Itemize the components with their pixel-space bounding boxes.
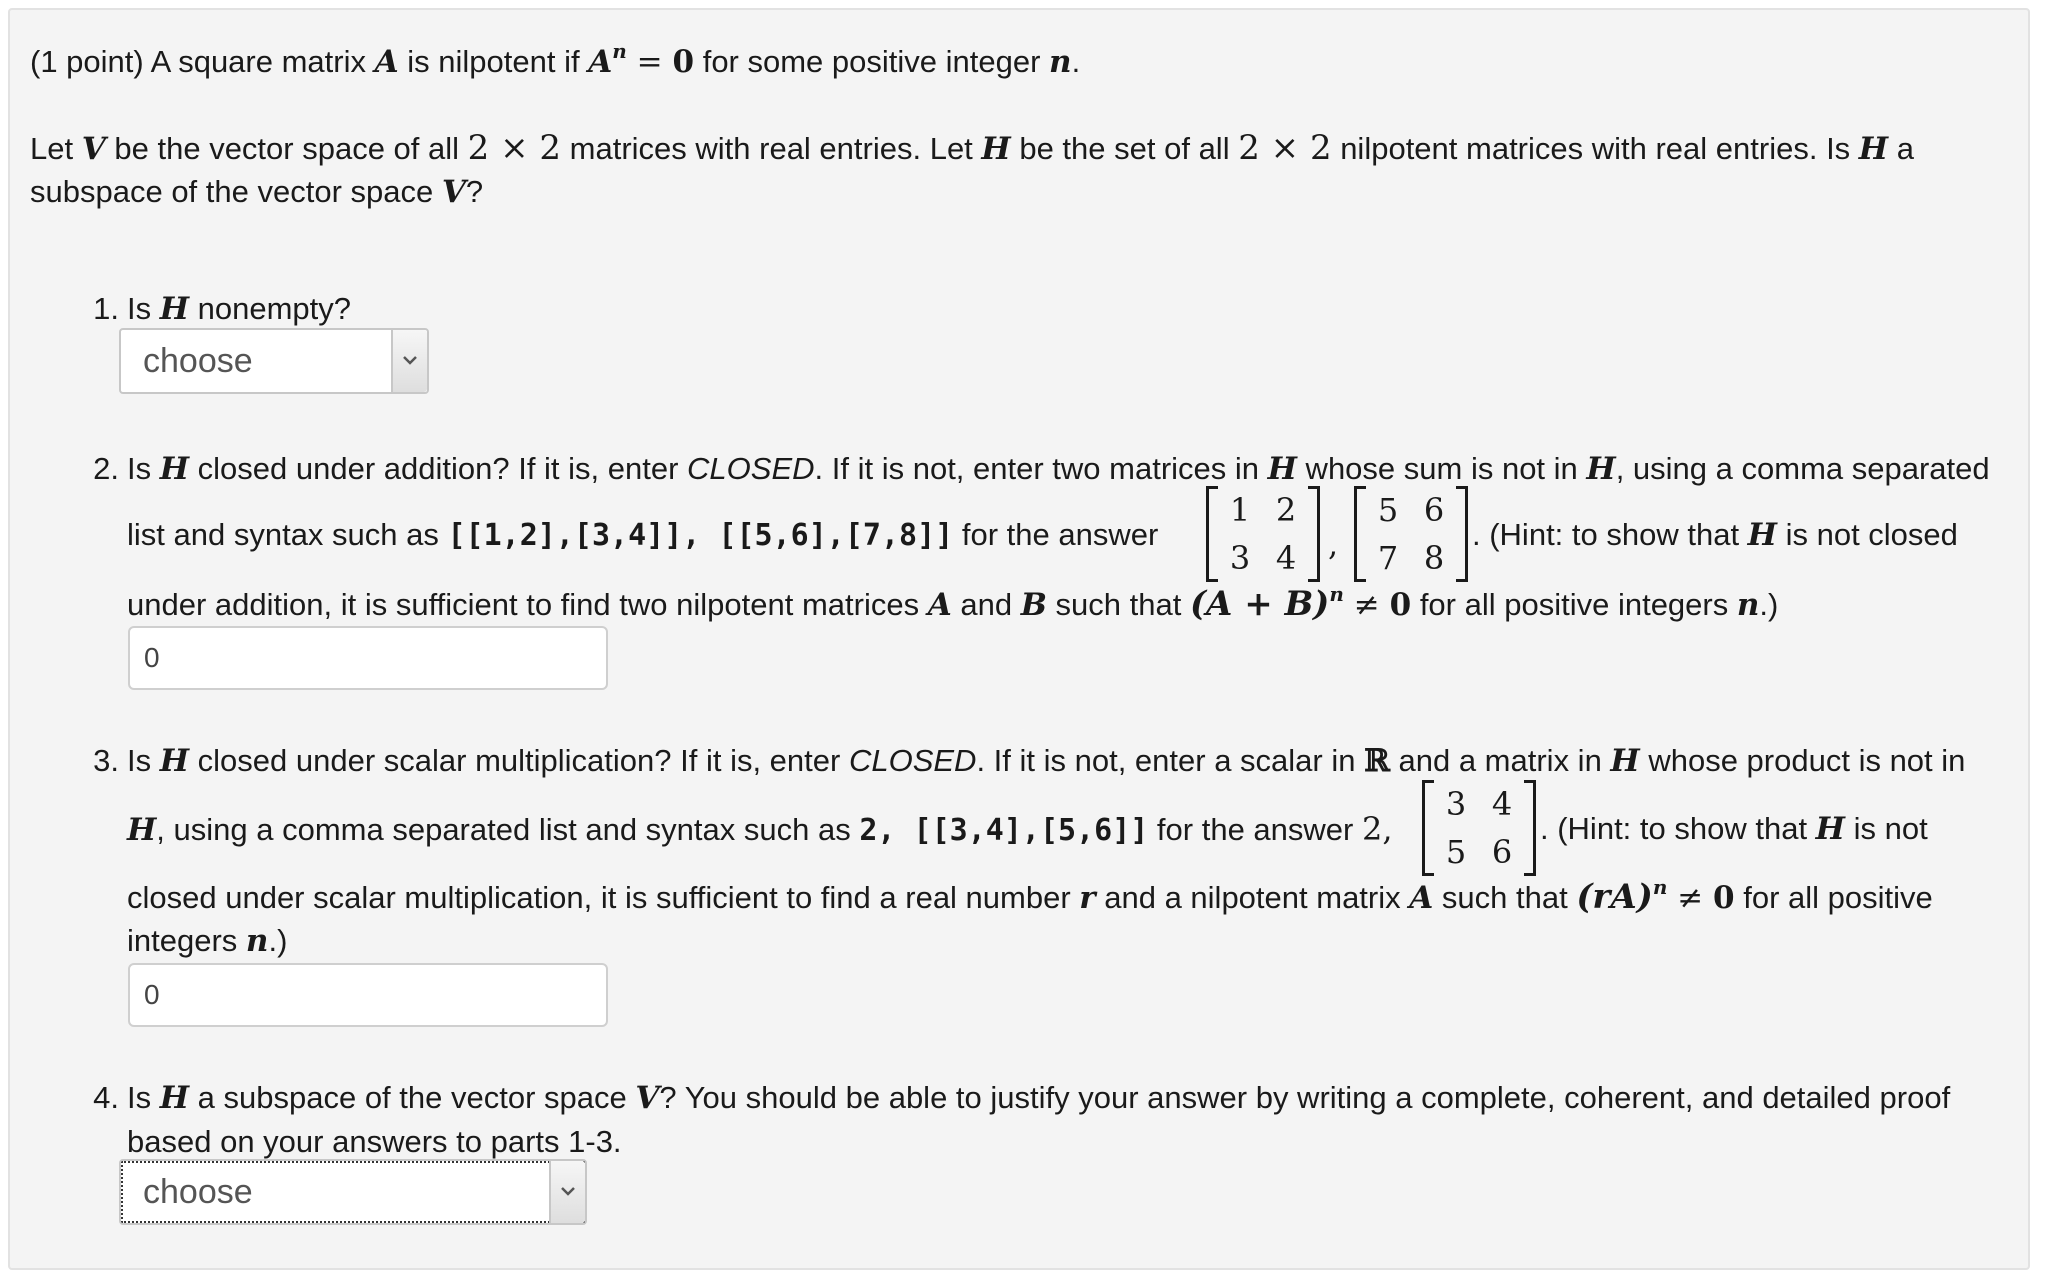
problem-panel: [8, 8, 2030, 1270]
question-4-line2: [127, 1120, 622, 1164]
math-expression: (rA): [1576, 877, 1653, 917]
example-matrix-1: [1206, 486, 1316, 586]
left-bracket: [1206, 486, 1218, 582]
matrix-cell: 1: [1229, 491, 1251, 529]
math-not-equal: ≠: [1343, 587, 1390, 623]
math-H: H: [1586, 451, 1616, 487]
q3-answer-input[interactable]: [128, 963, 608, 1027]
math-A: A: [374, 44, 399, 80]
question-text: such that: [1433, 880, 1577, 915]
question-text: for all positive integers: [1411, 587, 1737, 622]
question-text: under addition, it is sufficient to find two nilpotent matrices: [127, 587, 928, 622]
math-H: H: [1747, 517, 1777, 553]
question-text: closed under scalar multiplication? If it is, enter: [189, 743, 849, 778]
math-expression: (A + B): [1189, 584, 1330, 624]
matrix-cell: 2: [1275, 491, 1297, 529]
math-zero: 0: [1713, 880, 1735, 916]
math-dim: 2 × 2: [467, 128, 562, 168]
matrix-cell: 3: [1229, 539, 1251, 577]
math-exponent: n: [612, 39, 627, 63]
question-4-line1: [127, 1076, 1950, 1120]
matrix-separator: ,: [1328, 525, 1339, 563]
question-text: .): [268, 923, 288, 958]
math-V: V: [81, 131, 106, 167]
context-text: Let: [30, 131, 82, 166]
matrix-cell: 6: [1423, 491, 1445, 529]
right-bracket: [1524, 780, 1536, 876]
left-bracket: [1354, 486, 1366, 582]
question-text: is not: [1844, 811, 1928, 846]
question-2-line3: [127, 582, 1778, 627]
math-not-equal: ≠: [1667, 880, 1714, 916]
context-text: a: [1888, 131, 1914, 166]
matrix-cell: 6: [1491, 833, 1513, 871]
matrix-cell: 5: [1377, 491, 1399, 529]
math-scalar: 2,: [1361, 810, 1393, 848]
question-2-line2b: [1472, 513, 1958, 557]
question-text: such that: [1046, 587, 1190, 622]
question-text: . (Hint: to show that: [1472, 517, 1748, 552]
matrix-cell: 8: [1423, 539, 1445, 577]
math-H: H: [1815, 811, 1845, 847]
closed-keyword: CLOSED: [687, 451, 815, 486]
math-H: H: [159, 743, 190, 779]
question-text: is not closed: [1776, 517, 1958, 552]
question-text: . (Hint: to show that: [1540, 811, 1816, 846]
question-number: 1.: [93, 291, 119, 326]
question-text: for the answer: [1148, 812, 1362, 847]
select-value: choose: [143, 1173, 253, 1211]
left-bracket: [1422, 780, 1434, 876]
matrix-cell: 4: [1275, 539, 1297, 577]
select-value: choose: [143, 342, 253, 380]
math-H: H: [159, 291, 190, 327]
question-3-line3: [127, 875, 1933, 920]
question-text: , using a comma separated list and syntax such as: [156, 812, 860, 847]
math-H: H: [1267, 451, 1297, 487]
example-matrix-3: [1422, 780, 1532, 880]
matrix-cell: 3: [1445, 785, 1467, 823]
matrix-cell: 5: [1445, 833, 1467, 871]
context-text: matrices with real entries. Let: [561, 131, 982, 166]
context-text: nilpotent matrices with real entries. Is: [1331, 131, 1859, 166]
matrix-cell: 7: [1377, 539, 1399, 577]
intro-text: for some positive integer: [694, 44, 1050, 79]
math-H: H: [159, 451, 190, 487]
question-text: whose product is not in: [1639, 743, 1966, 778]
question-2-line2a: [127, 513, 1158, 558]
question-number: 4.: [93, 1080, 119, 1115]
math-A: A: [588, 44, 613, 80]
math-n: n: [1049, 44, 1072, 80]
syntax-example: 2, [[3,4],[5,6]]: [859, 813, 1149, 848]
math-H: H: [127, 812, 157, 848]
question-text: Is: [127, 451, 160, 486]
math-B: B: [1020, 587, 1047, 623]
question-text: closed under addition? If it is, enter: [189, 451, 688, 486]
math-H: H: [1858, 131, 1889, 167]
question-number: 3.: [93, 743, 119, 778]
math-A: A: [1409, 880, 1434, 916]
intro-text: (1 point) A square matrix: [30, 44, 375, 79]
math-exponent: n: [1652, 875, 1668, 899]
chevron-down-icon[interactable]: [549, 1161, 585, 1223]
intro-text: is nilpotent if: [398, 44, 589, 79]
math-H: H: [159, 1080, 190, 1116]
question-text: a subspace of the vector space: [189, 1080, 636, 1115]
question-number: 2.: [93, 451, 119, 486]
question-text: whose sum is not in: [1296, 451, 1587, 486]
question-text: for all positive: [1734, 880, 1933, 915]
question-2-line1: [127, 447, 1990, 491]
syntax-example: [[1,2],[3,4]], [[5,6],[7,8]]: [447, 518, 954, 553]
question-text: and a matrix in: [1389, 743, 1611, 778]
math-r: r: [1079, 880, 1096, 916]
math-n: n: [1736, 587, 1760, 623]
question-text: ? You should be able to justify your answer by writing a complete, coherent, and detailed proof: [659, 1080, 1951, 1115]
question-3-line4: [127, 919, 287, 963]
context-text: be the set of all: [1010, 131, 1239, 166]
q2-answer-input[interactable]: [128, 626, 608, 690]
question-text: based on your answers to parts 1-3.: [127, 1124, 622, 1159]
question-text: Is: [127, 1080, 160, 1115]
question-text: .): [1759, 587, 1779, 622]
context-text: ?: [465, 174, 484, 209]
input-value: 0: [144, 979, 160, 1010]
math-H: H: [981, 131, 1011, 167]
input-value: 0: [144, 642, 160, 673]
math-A: A: [927, 587, 952, 623]
right-bracket: [1456, 486, 1468, 582]
question-text: list and syntax such as: [127, 517, 448, 552]
question-text: . If it is not, enter a scalar in: [976, 743, 1365, 778]
math-exponent: n: [1329, 582, 1344, 606]
problem-context-line1: [30, 126, 1914, 171]
q4-answer-select[interactable]: [119, 1159, 587, 1225]
closed-keyword: CLOSED: [848, 743, 977, 778]
question-text: nonempty?: [189, 291, 352, 326]
question-text: , using a comma separated: [1615, 451, 1990, 486]
question-text: Is: [127, 291, 160, 326]
math-dim: 2 × 2: [1238, 128, 1332, 168]
example-matrix-2: [1354, 486, 1464, 586]
problem-intro: [30, 40, 1080, 84]
context-text: subspace of the vector space: [30, 174, 442, 209]
question-3-line1: [127, 739, 1965, 783]
context-text: be the vector space of all: [105, 131, 468, 166]
chevron-down-icon[interactable]: [391, 330, 427, 392]
math-reals: ℝ: [1364, 743, 1390, 779]
question-3-line2b: [1540, 807, 1928, 851]
math-V: V: [441, 174, 466, 210]
question-text: Is: [127, 743, 160, 778]
question-text: . If it is not, enter two matrices in: [814, 451, 1268, 486]
right-bracket: [1308, 486, 1320, 582]
question-text: for the answer: [953, 517, 1159, 552]
problem-context-line2: [30, 170, 483, 214]
matrix-cell: 4: [1491, 785, 1513, 823]
question-1-text: [127, 287, 351, 331]
math-zero: 0: [672, 44, 695, 80]
intro-text: .: [1071, 44, 1081, 79]
question-text: and a nilpotent matrix: [1095, 880, 1410, 915]
math-H: H: [1610, 743, 1640, 779]
math-V: V: [635, 1080, 660, 1116]
math-equals: =: [626, 44, 673, 80]
q1-answer-select[interactable]: [119, 328, 429, 394]
question-text: integers: [127, 923, 246, 958]
question-3-line2a: [127, 807, 1393, 853]
question-text: closed under scalar multiplication, it is sufficient to find a real number: [127, 880, 1080, 915]
question-text: and: [951, 587, 1021, 622]
math-zero: 0: [1389, 587, 1412, 623]
math-n: n: [245, 923, 269, 959]
